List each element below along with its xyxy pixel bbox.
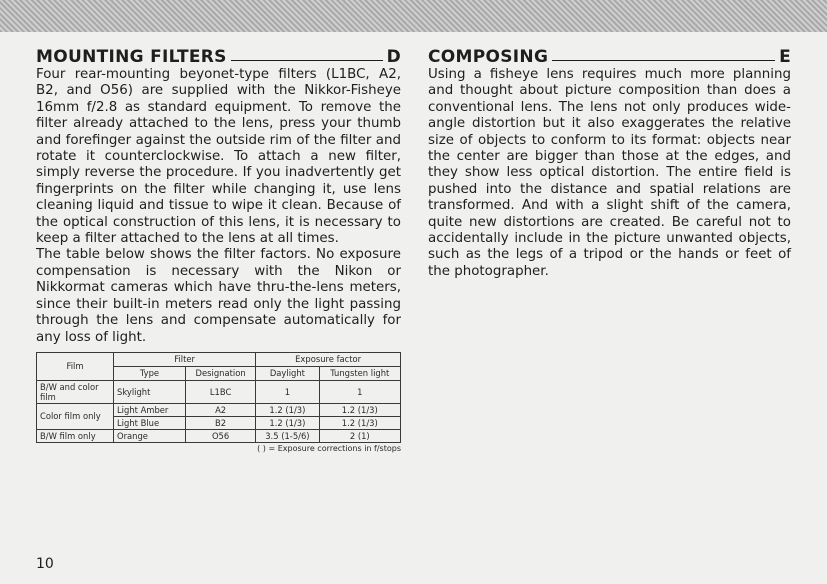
mounting-filters-section: [36, 45, 401, 453]
cell-tungsten: 2 (1): [319, 429, 400, 442]
filter-factor-paragraph: The table below shows the filter factors. No exposure compensation is necessary with the Nikon or Nikkormat cameras which have thru-the-lens meters, since their built-in meters read only the light passing through the lens and compensate automatically for any loss of light.: [36, 247, 401, 345]
cell-film: B/W and color film: [37, 380, 114, 403]
cell-daylight: 1: [256, 380, 319, 403]
th-type: Type: [114, 366, 186, 380]
cell-designation: O56: [185, 429, 255, 442]
cell-film: B/W film only: [37, 429, 114, 442]
th-film: Film: [37, 352, 114, 380]
cell-tungsten: 1: [319, 380, 400, 403]
cell-designation: L1BC: [185, 380, 255, 403]
th-designation: Designation: [185, 366, 255, 380]
section-heading-e: [428, 45, 791, 67]
cell-type: Orange: [114, 429, 186, 442]
cell-tungsten: 1.2 (1/3): [319, 416, 400, 429]
heading-letter: D: [386, 47, 401, 67]
cell-film: Color film only: [37, 403, 114, 429]
cell-daylight: 1.2 (1/3): [256, 403, 319, 416]
heading-rule: [552, 60, 775, 61]
heading-rule: [231, 60, 383, 61]
composing-section: [428, 45, 791, 280]
section-heading-d: [36, 45, 401, 67]
cell-type: Light Blue: [114, 416, 186, 429]
cell-type: Light Amber: [114, 403, 186, 416]
table-row: [37, 380, 401, 403]
mounting-paragraph: Four rear-mounting beyonet-type filters (L1BC, A2, B2, and O56) are supplied with the Nikkor-Fisheye 16mm f/2.8 as standard equipment. To remove the filter already attached to the lens, press your thumb and forefinger against the outside rim of the filter and rotate it counterclockwise. To attach a new filter, simply reverse the procedure. If you inadvertently get fingerprints on the filter while changing it, use lens cleaning liquid and tissue to wipe it clean. Because of the optical construction of this lens, it is necessary to keep a filter attached to the lens at all times.: [36, 67, 401, 247]
heading-letter: E: [779, 47, 791, 67]
th-filter: Filter: [114, 352, 256, 366]
table-row: [37, 429, 401, 442]
cell-tungsten: 1.2 (1/3): [319, 403, 400, 416]
composing-paragraph: Using a fisheye lens requires much more planning and thought about picture composition than does a conventional lens. The lens not only produces wide-angle distortion but it also exaggerates the relative size of objects to conform to its format: objects near the center are bigger than those at the edges, and they show less optical distortion. The entire field is pushed into the distance and spatial relations are transformed. And with a slight shift of the camera, quite new distortions are created. Be careful not to accidentally include in the picture unwanted objects, such as the legs of a tripod or the hands or feet of the photographer.: [428, 67, 791, 279]
cell-type: Skylight: [114, 380, 186, 403]
cell-daylight: 3.5 (1-5/6): [256, 429, 319, 442]
cell-designation: A2: [185, 403, 255, 416]
table-footnote: ( ) = Exposure corrections in f/stops: [257, 443, 401, 453]
page-number: 10: [36, 556, 54, 572]
filter-table: [36, 352, 401, 443]
th-tungsten: Tungsten light: [319, 366, 400, 380]
th-exposure: Exposure factor: [256, 352, 401, 366]
heading-title: COMPOSING: [428, 47, 549, 67]
cell-designation: B2: [185, 416, 255, 429]
scan-top-band: [0, 0, 827, 32]
heading-title: MOUNTING FILTERS: [36, 47, 227, 67]
cell-daylight: 1.2 (1/3): [256, 416, 319, 429]
table-row: [37, 403, 401, 416]
th-daylight: Daylight: [256, 366, 319, 380]
